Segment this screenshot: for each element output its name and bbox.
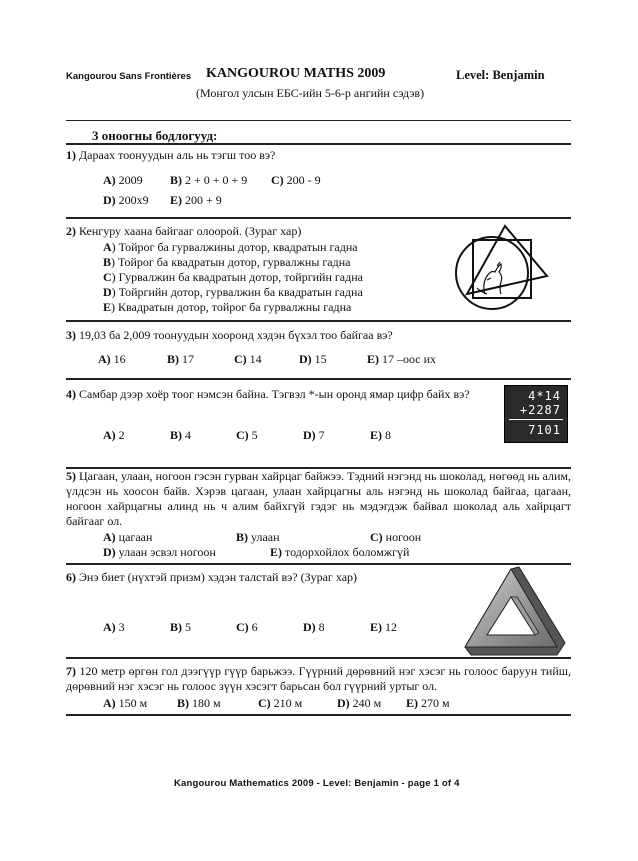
question-3 xyxy=(66,328,393,343)
option-key: A xyxy=(103,240,112,254)
divider xyxy=(66,217,571,219)
option-key: B xyxy=(103,255,112,269)
option-c[interactable] xyxy=(271,173,321,188)
question-number: 6) xyxy=(66,570,76,584)
option-key: D xyxy=(103,285,112,299)
question-6 xyxy=(66,570,357,585)
question-text: Кенгуру хаана байгааг олоорой. (Зураг хар) xyxy=(79,224,302,238)
option-key: B) xyxy=(236,530,248,544)
option-d[interactable] xyxy=(103,545,216,560)
option-e[interactable] xyxy=(270,545,409,560)
option-b[interactable] xyxy=(170,173,247,188)
question-text: Цагаан, улаан, ногоон гэсэн гурван хайрцаг байжээ. Тэдний нэгэнд нь шоколад, нөгөөд нь алим, үлдсэн нь хоосон байв. Хэрэв цагаан, улаан хайрцагны аль нэгэнд нь шоколад байгаа, цагаан, ногоон хайрцагны алинд нь ч алим байхгүй гэдэг нь мэдэгдэж байвал шоколад аль хайрцагт байгааг ол. xyxy=(66,469,571,528)
option-key: C) xyxy=(258,696,271,710)
page-footer: Kangourou Mathematics 2009 - Level: Benjamin - page 1 of 4 xyxy=(174,778,460,789)
option-key: C xyxy=(103,270,112,284)
option-e[interactable] xyxy=(367,352,436,367)
option-value: 270 м xyxy=(421,696,450,710)
option-b[interactable] xyxy=(236,530,280,545)
question-4 xyxy=(66,387,496,402)
question-text: 120 метр өргөн гол дээгүүр гүүр барьжээ. Гүүрний дөрөвний нэг хэсэг нь голоос баруун тийш, дөрөвний нэг хэсэг нь голоос зүүн хэсэгт барьсан бол гүүрний уртыг ол. xyxy=(66,664,572,693)
option-key: B) xyxy=(170,620,182,634)
option-value: 8 xyxy=(318,620,325,634)
shapes-figure xyxy=(447,220,551,316)
option-b[interactable] xyxy=(170,428,191,443)
option-e[interactable] xyxy=(370,620,397,635)
option-key: A) xyxy=(103,530,116,544)
divider xyxy=(66,320,571,322)
option-key: D) xyxy=(337,696,350,710)
divider xyxy=(66,657,571,659)
option-value: 240 м xyxy=(352,696,382,710)
option-key: D) xyxy=(103,193,116,207)
option-e[interactable] xyxy=(170,193,222,208)
option-b[interactable] xyxy=(177,696,221,711)
question-number: 4) xyxy=(66,387,76,401)
option-a[interactable] xyxy=(103,696,147,711)
option-key: B) xyxy=(170,428,182,442)
option-key: B) xyxy=(167,352,179,366)
divider xyxy=(66,143,571,145)
option-key: E) xyxy=(370,620,382,634)
option-key: A) xyxy=(98,352,111,366)
board-row-3: 7101 xyxy=(528,423,561,437)
option-key: D) xyxy=(299,352,312,366)
option-value: 3 xyxy=(118,620,125,634)
option-b[interactable] xyxy=(167,352,194,367)
option-key: E) xyxy=(270,545,282,559)
option-value: 16 xyxy=(113,352,126,366)
blackboard xyxy=(504,385,568,443)
option-key: E) xyxy=(406,696,418,710)
question-number: 5) xyxy=(66,469,76,483)
option-d[interactable] xyxy=(303,620,325,635)
organization-name: Kangourou Sans Frontières xyxy=(66,71,192,82)
option-key: E) xyxy=(370,428,382,442)
option-value: 6 xyxy=(251,620,258,634)
board-sum-line xyxy=(509,419,563,420)
option-key: C) xyxy=(234,352,247,366)
option-value: ) Квадратын дотор, тойрог ба гурвалжны гадна xyxy=(111,300,352,314)
option-d[interactable] xyxy=(103,285,363,300)
option-a[interactable] xyxy=(103,173,143,188)
option-value: 14 xyxy=(249,352,262,366)
board-row-1: 4*14 xyxy=(528,389,561,403)
question-2 xyxy=(66,224,301,239)
page-subtitle: (Монгол улсын ЕБС-ийн 5-6-р ангийн сэдэв) xyxy=(196,86,425,100)
option-value: 12 xyxy=(385,620,397,634)
option-value: тодорхойлох боломжгүй xyxy=(285,545,410,559)
option-value: 4 xyxy=(185,428,191,442)
option-value: 17 xyxy=(182,352,194,366)
option-a[interactable] xyxy=(98,352,126,367)
option-c[interactable] xyxy=(236,620,258,635)
option-e[interactable] xyxy=(406,696,450,711)
option-a[interactable] xyxy=(103,240,358,255)
option-d[interactable] xyxy=(337,696,381,711)
option-value: 200x9 xyxy=(118,193,149,207)
option-c[interactable] xyxy=(236,428,258,443)
option-b[interactable] xyxy=(170,620,191,635)
question-5 xyxy=(66,469,571,529)
option-key: C) xyxy=(236,428,249,442)
divider xyxy=(66,378,571,380)
option-key: E xyxy=(103,300,112,314)
question-7 xyxy=(66,664,571,694)
option-a[interactable] xyxy=(103,530,152,545)
option-key: A) xyxy=(103,173,116,187)
divider xyxy=(66,120,571,121)
option-d[interactable] xyxy=(299,352,327,367)
option-key: A) xyxy=(103,620,116,634)
option-value: 2009 xyxy=(118,173,143,187)
option-c[interactable] xyxy=(103,270,363,285)
option-value: 2 + 0 + 0 + 9 xyxy=(185,173,248,187)
option-key: C) xyxy=(271,173,284,187)
question-number: 3) xyxy=(66,328,76,342)
option-key: B) xyxy=(170,173,182,187)
question-number: 2) xyxy=(66,224,76,238)
option-value: ) Тойргийн дотор, гурвалжин ба квадратын гадна xyxy=(111,285,363,299)
option-e[interactable] xyxy=(103,300,351,315)
divider xyxy=(66,714,571,716)
option-key: A) xyxy=(103,428,116,442)
level-label: Level: Benjamin xyxy=(456,68,545,82)
option-c[interactable] xyxy=(234,352,262,367)
option-value: 200 - 9 xyxy=(286,173,321,187)
page-title: KANGOUROU MATHS 2009 xyxy=(206,66,386,81)
option-value: 5 xyxy=(251,428,258,442)
question-text: Энэ биет (нүхтэй призм) хэдэн талстай вэ? (Зураг хар) xyxy=(79,570,358,584)
question-text: 19,03 ба 2,009 тоонуудын хооронд хэдэн бүхэл тоо байгаа вэ? xyxy=(79,328,393,342)
option-key: C) xyxy=(236,620,249,634)
option-key: A) xyxy=(103,696,116,710)
option-value: 180 м xyxy=(192,696,221,710)
option-value: улаан эсвэл ногоон xyxy=(118,545,216,559)
question-text: Дараах тоонуудын аль нь тэгш тоо вэ? xyxy=(79,148,276,162)
option-value: 2 xyxy=(118,428,125,442)
board-row-2: +2287 xyxy=(519,403,561,417)
option-key: D) xyxy=(303,620,316,634)
option-key: B) xyxy=(177,696,189,710)
option-value: 150 м xyxy=(118,696,148,710)
question-text: Самбар дээр хоёр тоог нэмсэн байна. Тэгвэл *-ын оронд ямар цифр байх вэ? xyxy=(79,387,470,401)
option-a[interactable] xyxy=(103,428,125,443)
option-value: 17 –оос их xyxy=(382,352,437,366)
option-value: ) Тойрог ба квадратын дотор, гурвалжны гадна xyxy=(111,255,351,269)
option-key: E) xyxy=(367,352,379,366)
option-e[interactable] xyxy=(370,428,391,443)
option-c[interactable] xyxy=(258,696,302,711)
option-key: E) xyxy=(170,193,182,207)
option-value: ) Тойрог ба гурвалжины дотор, квадратын гадна xyxy=(111,240,358,254)
option-value: улаан xyxy=(251,530,280,544)
option-value: ногоон xyxy=(385,530,422,544)
option-b[interactable] xyxy=(103,255,351,270)
option-value: цагаан xyxy=(118,530,153,544)
question-number: 1) xyxy=(66,148,76,162)
option-key: C) xyxy=(370,530,383,544)
option-value: 8 xyxy=(385,428,391,442)
question-number: 7) xyxy=(66,664,76,678)
option-d[interactable] xyxy=(103,193,149,208)
option-value: 210 м xyxy=(273,696,303,710)
option-a[interactable] xyxy=(103,620,125,635)
option-key: D) xyxy=(103,545,116,559)
prism-figure xyxy=(461,563,571,659)
option-value: 200 + 9 xyxy=(185,193,222,207)
option-value: 15 xyxy=(314,352,327,366)
section-title: 3 оноогны бодлогууд: xyxy=(92,128,218,143)
option-value: 5 xyxy=(185,620,191,634)
option-key: D) xyxy=(303,428,316,442)
triangle-shape xyxy=(467,226,547,294)
option-d[interactable] xyxy=(303,428,325,443)
option-value: ) Гурвалжин ба квадратын дотор, тойргийн гадна xyxy=(111,270,363,284)
option-value: 7 xyxy=(318,428,325,442)
option-c[interactable] xyxy=(370,530,421,545)
question-1 xyxy=(66,148,275,163)
